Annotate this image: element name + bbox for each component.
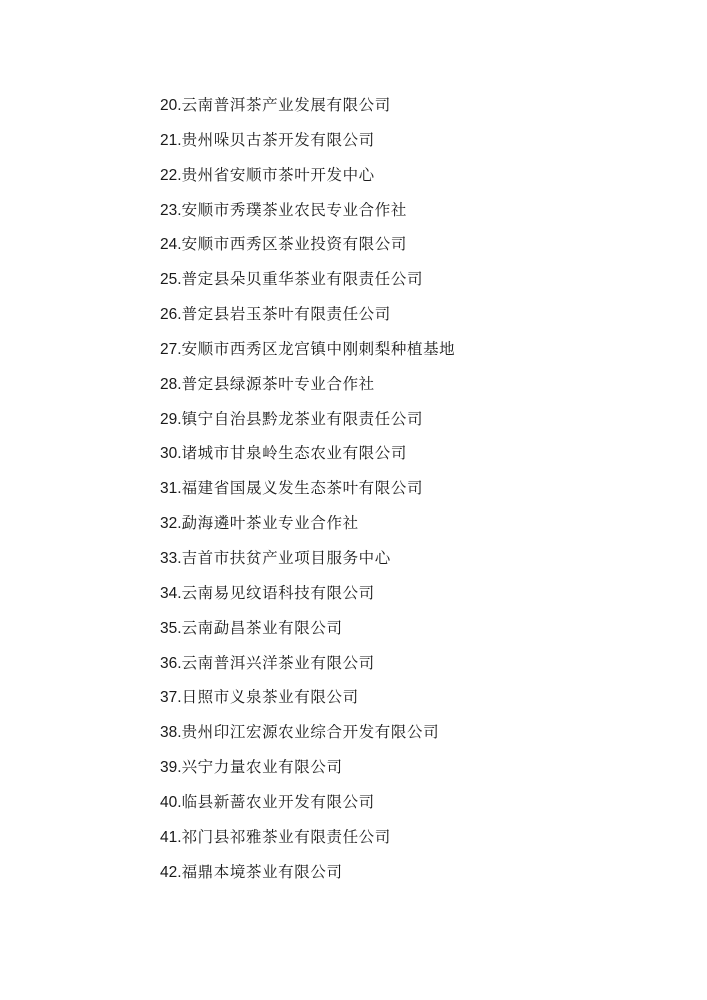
list-item (160, 198, 455, 233)
item-number: 32. (160, 515, 182, 533)
list-item (160, 476, 455, 511)
item-number: 27. (160, 340, 182, 358)
company-name: 日照市义泉茶业有限公司 (181, 688, 359, 707)
item-number: 23. (160, 201, 182, 219)
list-item (160, 685, 455, 720)
company-name: 吉首市扶贫产业项目服务中心 (181, 548, 391, 567)
company-name: 普定县朵贝重华茶业有限责任公司 (181, 270, 424, 289)
list-item (160, 581, 455, 616)
company-name: 普定县绿源茶叶专业合作社 (181, 374, 375, 393)
company-name: 临县新蔷农业开发有限公司 (181, 792, 375, 811)
company-name: 福建省国晟义发生态茶叶有限公司 (181, 479, 424, 498)
item-number: 42. (160, 863, 182, 881)
company-name: 贵州哚贝古茶开发有限公司 (181, 130, 375, 149)
list-item (160, 755, 455, 790)
item-number: 28. (160, 375, 182, 393)
company-name: 安顺市西秀区龙宫镇中刚刺梨种植基地 (181, 339, 456, 358)
company-name: 安顺市西秀区茶业投资有限公司 (181, 235, 407, 254)
list-item (160, 860, 455, 895)
list-item (160, 546, 455, 581)
item-number: 39. (160, 759, 182, 777)
list-item (160, 128, 455, 163)
list-item (160, 511, 455, 546)
item-number: 38. (160, 724, 182, 742)
item-number: 36. (160, 654, 182, 672)
company-name: 诸城市甘泉岭生态农业有限公司 (181, 444, 407, 463)
list-item (160, 337, 455, 372)
list-item (160, 163, 455, 198)
company-list (160, 93, 455, 894)
item-number: 31. (160, 480, 182, 498)
item-number: 24. (160, 236, 182, 254)
item-number: 20. (160, 97, 182, 114)
list-item (160, 651, 455, 686)
company-name: 祁门县祁雅茶业有限责任公司 (181, 827, 391, 846)
list-item (160, 302, 455, 337)
company-name: 福鼎本境茶业有限公司 (181, 862, 343, 881)
list-item (160, 267, 455, 302)
list-item (160, 825, 455, 860)
list-item (160, 93, 455, 128)
company-name: 兴宁力量农业有限公司 (181, 758, 343, 777)
list-item (160, 790, 455, 825)
company-name: 普定县岩玉茶叶有限责任公司 (181, 305, 391, 324)
company-name: 云南勐昌茶业有限公司 (181, 618, 343, 637)
company-name: 镇宁自治县黔龙茶业有限责任公司 (181, 409, 424, 428)
list-item (160, 616, 455, 651)
item-number: 41. (160, 828, 182, 846)
item-number: 22. (160, 166, 182, 184)
item-number: 35. (160, 619, 182, 637)
list-item (160, 441, 455, 476)
list-item (160, 407, 455, 442)
list-item (160, 720, 455, 755)
item-number: 26. (160, 306, 182, 324)
item-number: 30. (160, 445, 182, 463)
item-number: 29. (160, 410, 182, 428)
company-name: 贵州省安顺市茶叶开发中心 (181, 165, 375, 184)
list-item (160, 372, 455, 407)
item-number: 37. (160, 689, 182, 707)
item-number: 40. (160, 793, 182, 811)
company-name: 贵州印江宏源农业综合开发有限公司 (181, 723, 440, 742)
company-name: 勐海遴叶茶业专业合作社 (181, 514, 359, 533)
item-number: 25. (160, 271, 182, 289)
company-name: 云南普洱茶产业发展有限公司 (181, 96, 391, 114)
company-name: 云南普洱兴洋茶业有限公司 (181, 653, 375, 672)
item-number: 34. (160, 584, 182, 602)
company-name: 安顺市秀璞茶业农民专业合作社 (181, 200, 407, 219)
item-number: 33. (160, 549, 182, 567)
company-name: 云南易见纹语科技有限公司 (181, 583, 375, 602)
list-item (160, 232, 455, 267)
item-number: 21. (160, 131, 182, 149)
